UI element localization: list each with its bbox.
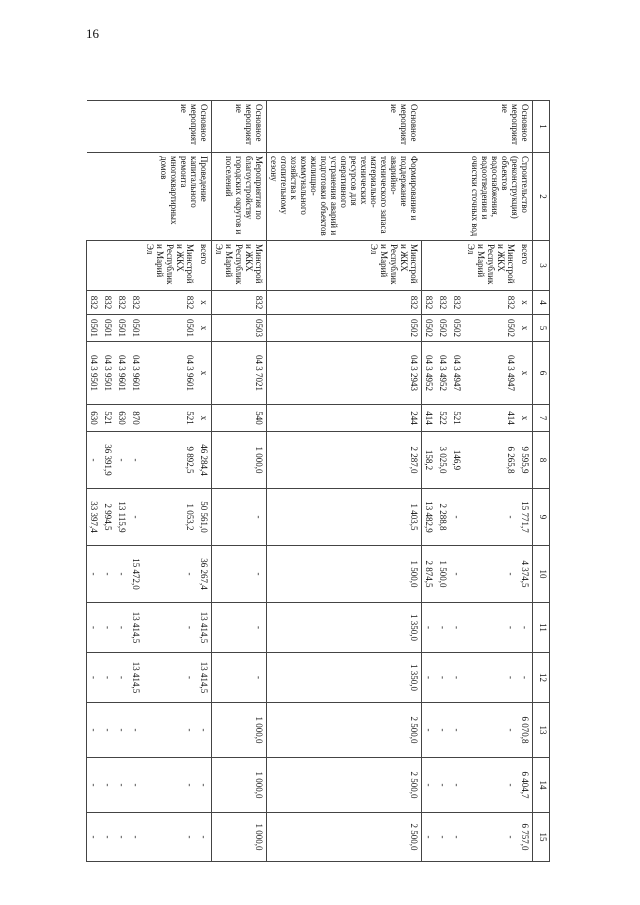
- total-label: всего: [198, 241, 213, 291]
- measure-type: Основное мероприятие: [267, 101, 422, 153]
- data-cell: -: [422, 603, 437, 653]
- data-cell: 521: [102, 405, 116, 432]
- header-cell: 8: [533, 432, 550, 489]
- header-cell: 13: [533, 703, 550, 758]
- data-cell: -: [436, 603, 450, 653]
- table-row: [198, 101, 213, 862]
- executor-cell: [450, 241, 464, 291]
- data-cell: 0503: [212, 315, 267, 342]
- data-cell: -: [102, 603, 116, 653]
- data-cell: 2 994,5: [102, 489, 116, 546]
- data-cell: 832: [436, 291, 450, 315]
- executor-cell: [87, 241, 102, 291]
- data-cell: -: [102, 758, 116, 813]
- data-cell: 832: [144, 291, 198, 315]
- data-cell: 630: [87, 405, 102, 432]
- data-cell: 146,9: [450, 432, 464, 489]
- data-cell: 04 3 9601: [144, 342, 198, 405]
- data-cell: -: [144, 758, 198, 813]
- measure-name: Мероприятия по благоустройству городских округов и поселений: [212, 153, 267, 241]
- data-cell: -: [130, 813, 144, 862]
- data-cell: 1 000,0: [212, 703, 267, 758]
- header-cell: 4: [533, 291, 550, 315]
- page-number: 16: [86, 26, 99, 41]
- data-cell: 46 284,4: [198, 432, 213, 489]
- measure-name: Формирование и поддержание аварийно-технического запаса материально-технических ресурсов для оперативного устранения аварий и подготовки объектов жилищно-коммунального хозяйства к отопительному сезону: [267, 153, 422, 241]
- data-cell: x: [518, 405, 533, 432]
- data-cell: -: [464, 758, 518, 813]
- data-cell: -: [198, 703, 213, 758]
- data-cell: -: [464, 703, 518, 758]
- data-cell: 1 403,5: [267, 489, 422, 546]
- data-cell: x: [518, 315, 533, 342]
- data-cell: -: [450, 603, 464, 653]
- data-cell: -: [87, 432, 102, 489]
- header-cell: 11: [533, 603, 550, 653]
- measure-name: Строительство (реконструкция) объектов водоснабжения, водоотведения и очистки сточных вод: [422, 153, 533, 241]
- executor: Минстрой и ЖКХ Республики Марий Эл: [267, 241, 422, 291]
- data-cell: 832: [87, 291, 102, 315]
- data-cell: -: [144, 653, 198, 703]
- data-cell: -: [198, 813, 213, 862]
- data-cell: 04 3 4952: [422, 342, 437, 405]
- data-cell: 158,2: [422, 432, 437, 489]
- executor: Минстрой и ЖКХ Республики Марий Эл: [464, 241, 518, 291]
- data-cell: 414: [464, 405, 518, 432]
- header-cell: 10: [533, 546, 550, 603]
- data-cell: 3 025,0: [436, 432, 450, 489]
- data-cell: 04 3 9501: [102, 342, 116, 405]
- data-cell: 832: [464, 291, 518, 315]
- table-header: [533, 101, 550, 862]
- data-cell: 1 350,0: [267, 653, 422, 703]
- data-cell: 1 500,0: [267, 546, 422, 603]
- data-cell: 414: [422, 405, 437, 432]
- data-cell: -: [464, 489, 518, 546]
- data-cell: 832: [212, 291, 267, 315]
- header-cell: 15: [533, 813, 550, 862]
- data-cell: -: [130, 703, 144, 758]
- data-cell: 0502: [422, 315, 437, 342]
- data-cell: 04 3 9501: [87, 342, 102, 405]
- header-cell: 5: [533, 315, 550, 342]
- data-cell: 04 3 4952: [436, 342, 450, 405]
- data-cell: -: [436, 813, 450, 862]
- data-cell: 0501: [144, 315, 198, 342]
- data-cell: -: [464, 813, 518, 862]
- data-cell: -: [464, 546, 518, 603]
- data-cell: 4 374,5: [518, 546, 533, 603]
- data-cell: 9 892,5: [144, 432, 198, 489]
- data-cell: 13 414,5: [198, 603, 213, 653]
- data-cell: -: [87, 653, 102, 703]
- data-cell: 04 3 4947: [450, 342, 464, 405]
- data-cell: x: [198, 405, 213, 432]
- header-cell: 2: [533, 153, 550, 241]
- executor: Минстрой и ЖКХ Республики Марий Эл: [212, 241, 267, 291]
- data-cell: -: [518, 653, 533, 703]
- data-cell: -: [198, 758, 213, 813]
- data-cell: 1 000,0: [212, 813, 267, 862]
- data-cell: -: [116, 603, 130, 653]
- data-cell: 50 561,0: [198, 489, 213, 546]
- data-cell: 13 414,5: [130, 603, 144, 653]
- data-cell: 521: [450, 405, 464, 432]
- data-cell: 6 265,8: [464, 432, 518, 489]
- table-row: [212, 101, 267, 862]
- data-cell: 04 3 2943: [267, 342, 422, 405]
- executor-cell: [102, 241, 116, 291]
- data-cell: 36 391,9: [102, 432, 116, 489]
- header-cell: 7: [533, 405, 550, 432]
- data-cell: 04 3 7021: [212, 342, 267, 405]
- data-cell: -: [144, 546, 198, 603]
- data-cell: 1 500,0: [436, 546, 450, 603]
- data-cell: -: [87, 813, 102, 862]
- data-cell: -: [130, 489, 144, 546]
- data-cell: -: [87, 703, 102, 758]
- data-cell: -: [212, 489, 267, 546]
- header-cell: 1: [533, 101, 550, 153]
- data-cell: 0501: [87, 315, 102, 342]
- data-cell: 36 267,4: [198, 546, 213, 603]
- data-cell: x: [198, 315, 213, 342]
- data-cell: 2 288,8: [436, 489, 450, 546]
- data-cell: -: [102, 546, 116, 603]
- data-cell: 13 482,9: [422, 489, 437, 546]
- data-cell: 13 414,5: [198, 653, 213, 703]
- data-cell: 04 3 9601: [116, 342, 130, 405]
- data-cell: 870: [130, 405, 144, 432]
- data-cell: -: [102, 653, 116, 703]
- data-cell: 1 350,0: [267, 603, 422, 653]
- data-cell: 1 053,2: [144, 489, 198, 546]
- data-cell: -: [436, 758, 450, 813]
- data-cell: -: [130, 432, 144, 489]
- header-cell: 3: [533, 241, 550, 291]
- data-cell: -: [436, 653, 450, 703]
- data-cell: 2 500,0: [267, 758, 422, 813]
- data-cell: 13 414,5: [130, 653, 144, 703]
- data-cell: -: [422, 813, 437, 862]
- data-cell: 2 500,0: [267, 703, 422, 758]
- executor-cell: [436, 241, 450, 291]
- data-cell: -: [422, 653, 437, 703]
- data-cell: -: [116, 546, 130, 603]
- data-cell: 13 115,9: [116, 489, 130, 546]
- data-cell: 04 3 4947: [464, 342, 518, 405]
- data-cell: -: [116, 813, 130, 862]
- data-cell: 2 500,0: [267, 813, 422, 862]
- data-cell: -: [116, 703, 130, 758]
- data-cell: 832: [267, 291, 422, 315]
- executor: Минстрой и ЖКХ Республики Марий Эл: [144, 241, 198, 291]
- data-cell: -: [422, 703, 437, 758]
- data-cell: 522: [436, 405, 450, 432]
- data-cell: -: [450, 813, 464, 862]
- data-cell: -: [212, 653, 267, 703]
- data-cell: -: [212, 603, 267, 653]
- data-cell: 0502: [464, 315, 518, 342]
- data-cell: 540: [212, 405, 267, 432]
- data-cell: 521: [144, 405, 198, 432]
- data-cell: -: [87, 546, 102, 603]
- measure-name: Проведение капитального ремонта многоквартирных домов: [87, 153, 212, 241]
- data-cell: x: [518, 342, 533, 405]
- measure-type: Основное мероприятие: [87, 101, 212, 153]
- total-label: всего: [518, 241, 533, 291]
- header-cell: 9: [533, 489, 550, 546]
- data-cell: -: [144, 603, 198, 653]
- executor-cell: [422, 241, 437, 291]
- data-cell: 9 595,9: [518, 432, 533, 489]
- data-cell: 6 404,7: [518, 758, 533, 813]
- data-cell: 832: [102, 291, 116, 315]
- data-cell: 832: [450, 291, 464, 315]
- data-cell: 1 000,0: [212, 432, 267, 489]
- data-cell: 6 757,0: [518, 813, 533, 862]
- header-cell: 6: [533, 342, 550, 405]
- header-cell: 14: [533, 758, 550, 813]
- data-cell: x: [518, 291, 533, 315]
- executor-cell: [130, 241, 144, 291]
- data-cell: 1 000,0: [212, 758, 267, 813]
- data-cell: 832: [130, 291, 144, 315]
- data-cell: -: [450, 758, 464, 813]
- data-cell: 15 771,7: [518, 489, 533, 546]
- table-row: [267, 101, 422, 862]
- data-cell: 832: [422, 291, 437, 315]
- header-cell: 12: [533, 653, 550, 703]
- data-cell: -: [422, 758, 437, 813]
- executor-cell: [116, 241, 130, 291]
- data-cell: -: [102, 813, 116, 862]
- table-row: [518, 101, 533, 862]
- data-cell: -: [116, 432, 130, 489]
- budget-table: [87, 100, 551, 862]
- data-cell: -: [450, 546, 464, 603]
- data-cell: -: [116, 653, 130, 703]
- data-cell: -: [87, 758, 102, 813]
- data-cell: 2 874,5: [422, 546, 437, 603]
- data-cell: 0502: [267, 315, 422, 342]
- data-cell: -: [102, 703, 116, 758]
- data-cell: x: [198, 291, 213, 315]
- data-cell: -: [450, 653, 464, 703]
- data-cell: -: [116, 758, 130, 813]
- data-cell: 832: [116, 291, 130, 315]
- data-cell: -: [87, 603, 102, 653]
- data-cell: 6 070,8: [518, 703, 533, 758]
- data-cell: 0501: [130, 315, 144, 342]
- data-cell: -: [130, 758, 144, 813]
- data-cell: -: [464, 653, 518, 703]
- data-cell: 0502: [450, 315, 464, 342]
- data-cell: -: [436, 703, 450, 758]
- data-cell: x: [198, 342, 213, 405]
- data-cell: -: [464, 603, 518, 653]
- data-cell: -: [144, 703, 198, 758]
- table-body: [87, 101, 533, 862]
- data-cell: -: [518, 603, 533, 653]
- measure-type: Основное мероприятие: [212, 101, 267, 153]
- data-cell: 244: [267, 405, 422, 432]
- measure-type: Основное мероприятие: [422, 101, 533, 153]
- data-cell: 04 3 9601: [130, 342, 144, 405]
- data-cell: 0501: [116, 315, 130, 342]
- data-cell: 630: [116, 405, 130, 432]
- data-cell: 33 397,4: [87, 489, 102, 546]
- data-cell: -: [212, 546, 267, 603]
- data-cell: 0501: [102, 315, 116, 342]
- data-cell: 0502: [436, 315, 450, 342]
- data-cell: -: [450, 489, 464, 546]
- data-cell: 15 472,0: [130, 546, 144, 603]
- data-cell: -: [144, 813, 198, 862]
- data-cell: -: [450, 703, 464, 758]
- data-cell: 2 287,0: [267, 432, 422, 489]
